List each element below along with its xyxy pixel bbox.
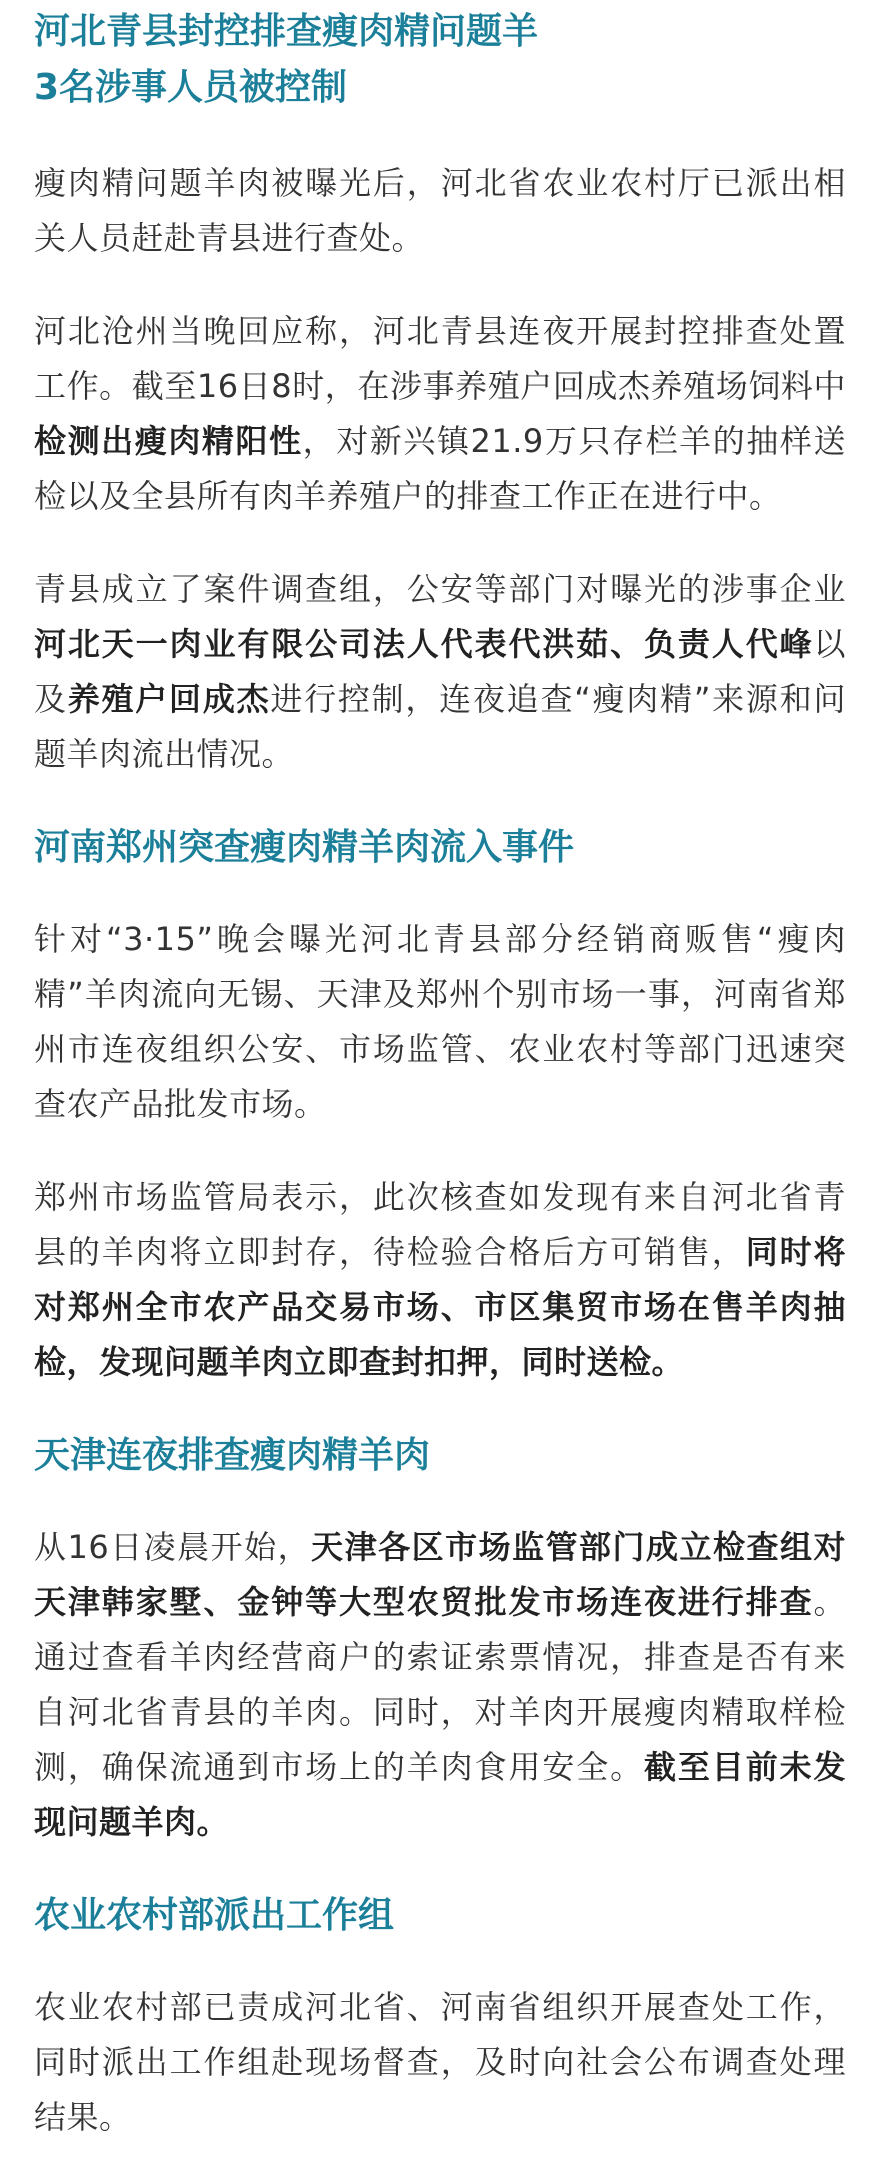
section-title-tianjin: [34, 1428, 846, 1484]
title-line: 河北青县封控排查瘦肉精问题羊: [34, 11, 539, 52]
paragraph: 河北沧州当晚回应称，河北青县连夜开展封控排查处置工作。截至16日8时，在涉事养殖户回成杰养殖场饲料中检测出瘦肉精阳性，对新兴镇21.9万只存栏羊的抽样送检以及全县所有肉羊养殖户的排查工作正在进行中。: [34, 312, 846, 515]
paragraph: 瘦肉精问题羊肉被曝光后，河北省农业农村厅已派出相关人员赶赴青县进行查处。: [34, 164, 846, 257]
section-title-ministry: [34, 1888, 846, 1944]
title-line: 3名涉事人员被控制: [34, 67, 348, 108]
paragraph: 从16日凌晨开始，天津各区市场监管部门成立检查组对天津韩家墅、金钟等大型农贸批发市场连夜进行排查。通过查看羊肉经营商户的索证索票情况，排查是否有来自河北省青县的羊肉。同时，对羊肉开展瘦肉精取样检测，确保流通到市场上的羊肉食用安全。截至目前未发现问题羊肉。: [34, 1528, 846, 1841]
paragraph: 农业农村部已责成河北省、河南省组织开展查处工作，同时派出工作组赴现场督查，及时向社会公布调查处理结果。: [34, 1988, 846, 2136]
section-title-zhengzhou: [34, 820, 846, 876]
title-line: 农业农村部派出工作组: [34, 1895, 395, 1936]
section-title-qingxian: [34, 4, 846, 116]
paragraph: 青县成立了案件调查组，公安等部门对曝光的涉事企业河北天一肉业有限公司法人代表代洪茹、负责人代峰以及养殖户回成杰进行控制，连夜追查“瘦肉精”来源和问题羊肉流出情况。: [34, 570, 846, 773]
paragraph: 针对“3·15”晚会曝光河北青县部分经销商贩售“瘦肉精”羊肉流向无锡、天津及郑州个别市场一事，河南省郑州市连夜组织公安、市场监管、农业农村等部门迅速突查农产品批发市场。: [34, 920, 846, 1123]
title-line: 天津连夜排查瘦肉精羊肉: [34, 1435, 431, 1476]
title-line: 河南郑州突查瘦肉精羊肉流入事件: [34, 827, 575, 868]
paragraph: 郑州市场监管局表示，此次核查如发现有来自河北省青县的羊肉将立即封存，待检验合格后方可销售，同时将对郑州全市农产品交易市场、市区集贸市场在售羊肉抽检，发现问题羊肉立即查封扣押，同时送检。: [34, 1178, 846, 1381]
